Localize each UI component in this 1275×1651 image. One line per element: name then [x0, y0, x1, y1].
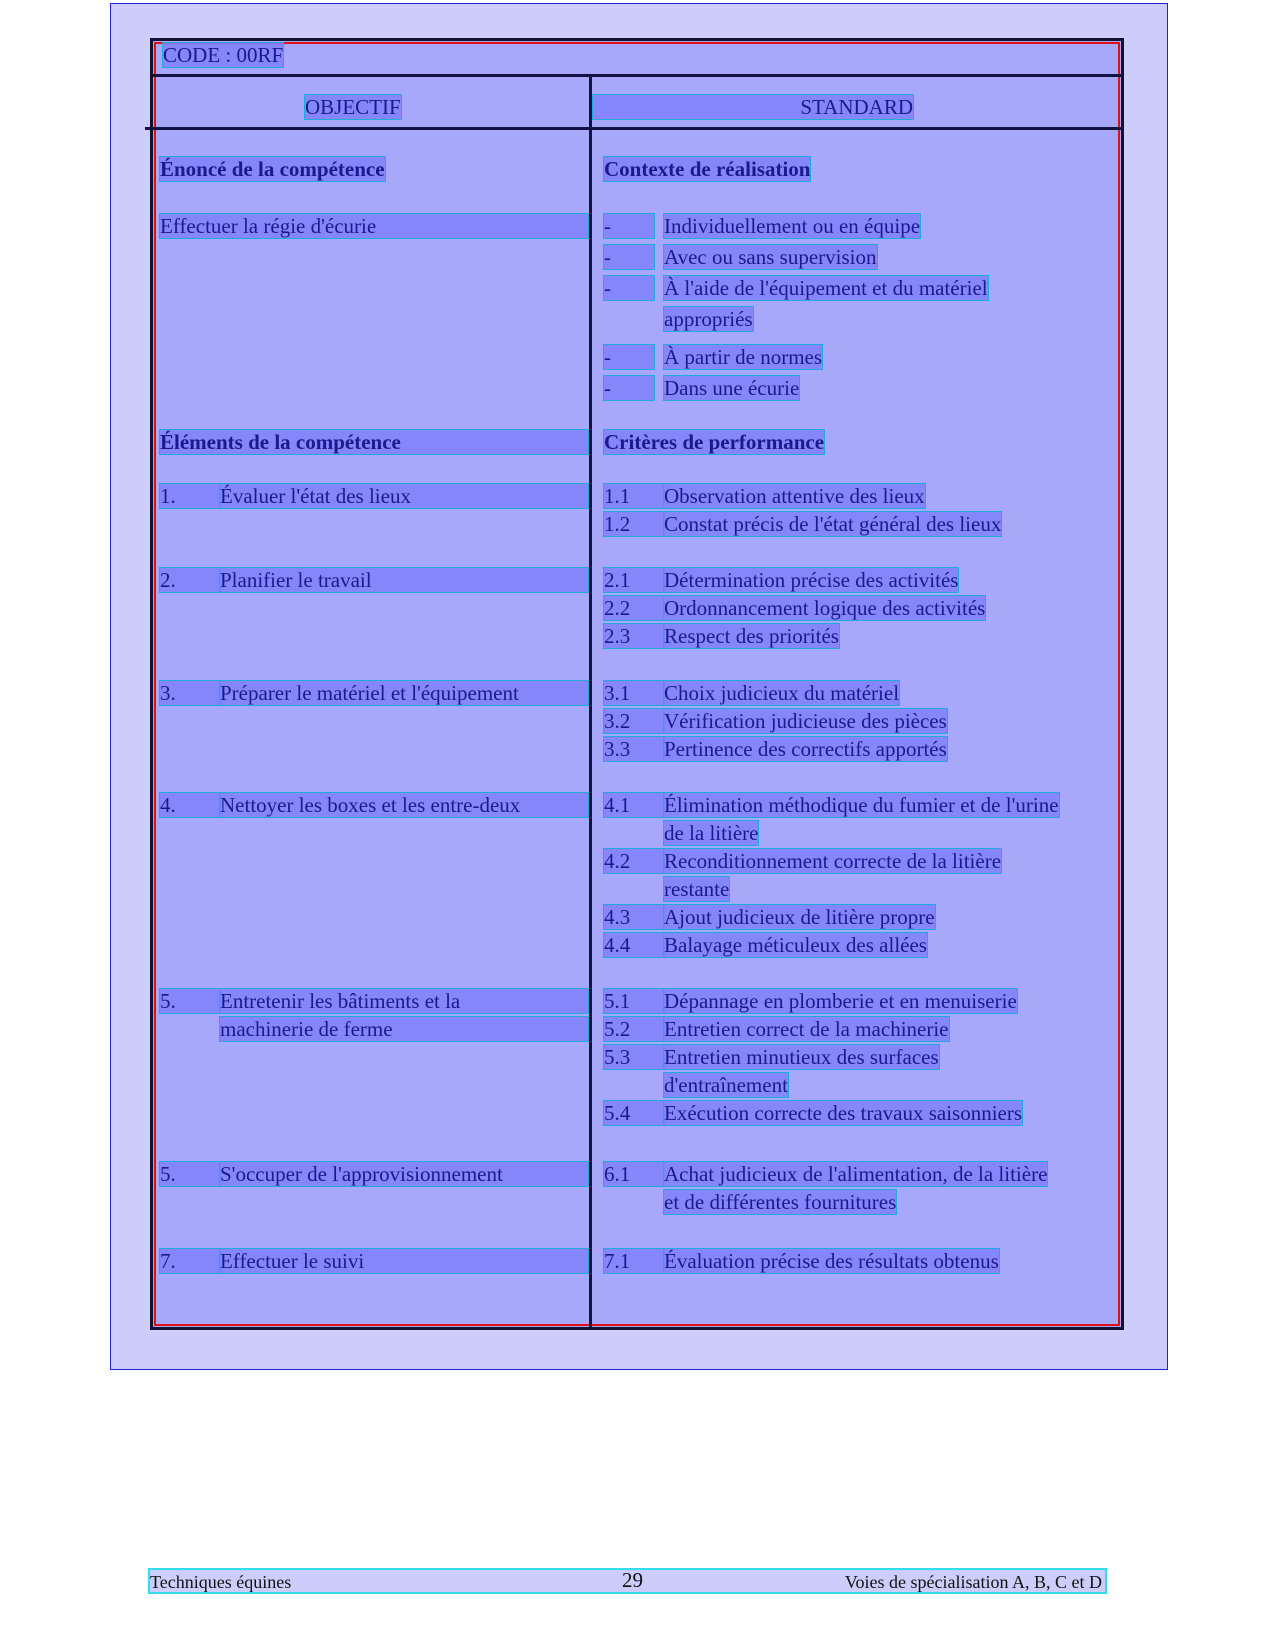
critere-text: Évaluation précise des résultats obtenus [664, 1249, 999, 1273]
critere-text: Balayage méticuleux des allées [664, 933, 927, 957]
critere-text: Détermination précise des activités [664, 568, 959, 592]
standard-header: STANDARD [593, 95, 913, 119]
element-text: Effectuer le suivi [220, 1249, 588, 1273]
element-text: Évaluer l'état des lieux [220, 484, 588, 508]
column-divider [589, 76, 592, 1327]
contexte-bullet: - [604, 276, 654, 300]
critere-text-cont: d'entraînement [664, 1073, 788, 1097]
contexte-bullet: - [604, 245, 654, 269]
critere-number: 7.1 [604, 1249, 664, 1273]
enonce-text: Effectuer la régie d'écurie [160, 214, 588, 238]
critere-text-cont: restante [664, 877, 730, 901]
element-number: 4. [160, 793, 220, 817]
footer-left: Techniques équines [150, 1572, 292, 1592]
critere-number: 5.3 [604, 1045, 664, 1069]
critere-number: 2.3 [604, 624, 664, 648]
critere-number: 2.1 [604, 568, 664, 592]
element-number: 2. [160, 568, 220, 592]
critere-number: 3.2 [604, 709, 664, 733]
critere-number: 4.1 [604, 793, 664, 817]
critere-text: Exécution correcte des travaux saisonniers [664, 1101, 1023, 1125]
objectif-header: OBJECTIF [305, 95, 401, 119]
element-number: 5. [160, 989, 220, 1013]
critere-text: Respect des priorités [664, 624, 839, 648]
critere-text-cont: de la litière [664, 821, 759, 845]
critere-number: 3.1 [604, 681, 664, 705]
critere-number: 3.3 [604, 737, 664, 761]
element-number: 5. [160, 1162, 220, 1186]
critere-number: 5.4 [604, 1101, 664, 1125]
critere-number: 4.4 [604, 933, 664, 957]
critere-number: 4.2 [604, 849, 664, 873]
critere-number: 4.3 [604, 905, 664, 929]
critere-text: Ordonnancement logique des activités [664, 596, 986, 620]
critere-text: Élimination méthodique du fumier et de l'urine [664, 793, 1059, 817]
element-number: 3. [160, 681, 220, 705]
critere-text: Constat précis de l'état général des lieux [664, 512, 1002, 536]
contexte-bullet: - [604, 345, 654, 369]
critere-number: 2.2 [604, 596, 664, 620]
element-text: Entretenir les bâtiments et la [220, 989, 588, 1013]
critere-number: 6.1 [604, 1162, 664, 1186]
contexte-item: Individuellement ou en équipe [664, 214, 921, 238]
critere-number: 1.2 [604, 512, 664, 536]
element-number: 1. [160, 484, 220, 508]
page-number: 29 [622, 1568, 643, 1592]
contexte-item: À partir de normes [664, 345, 823, 369]
contexte-item: À l'aide de l'équipement et du matériel [664, 276, 988, 300]
contexte-bullet: - [604, 376, 654, 400]
element-text: S'occuper de l'approvisionnement [220, 1162, 588, 1186]
footer-right: Voies de spécialisation A, B, C et D [844, 1572, 1102, 1592]
contexte-title: Contexte de réalisation [604, 157, 811, 181]
contexte-bullet: - [604, 214, 654, 238]
critere-text: Dépannage en plomberie et en menuiserie [664, 989, 1017, 1013]
contexte-item-cont: appropriés [664, 307, 753, 331]
contexte-item: Dans une écurie [664, 376, 800, 400]
enonce-title: Énoncé de la compétence [160, 157, 385, 181]
contexte-item: Avec ou sans supervision [664, 245, 877, 269]
code-label: CODE : 00RF [163, 43, 284, 67]
element-text-cont: machinerie de ferme [220, 1017, 588, 1041]
elements-title: Éléments de la compétence [160, 430, 588, 454]
element-number: 7. [160, 1249, 220, 1273]
critere-text: Pertinence des correctifs apportés [664, 737, 947, 761]
critere-number: 5.2 [604, 1017, 664, 1041]
element-text: Préparer le matériel et l'équipement [220, 681, 588, 705]
critere-text: Choix judicieux du matériel [664, 681, 900, 705]
element-text: Nettoyer les boxes et les entre-deux [220, 793, 588, 817]
header-bottom-rule [145, 127, 1121, 130]
critere-number: 1.1 [604, 484, 664, 508]
critere-text: Entretien correct de la machinerie [664, 1017, 949, 1041]
critere-text: Achat judicieux de l'alimentation, de la litière [664, 1162, 1048, 1186]
critere-text: Reconditionnement correcte de la litière [664, 849, 1002, 873]
header-top-rule [153, 74, 1121, 77]
criteres-title: Critères de performance [604, 430, 825, 454]
critere-text: Vérification judicieuse des pièces [664, 709, 947, 733]
critere-number: 5.1 [604, 989, 664, 1013]
critere-text: Observation attentive des lieux [664, 484, 925, 508]
element-text: Planifier le travail [220, 568, 588, 592]
critere-text: Ajout judicieux de litière propre [664, 905, 935, 929]
critere-text: Entretien minutieux des surfaces [664, 1045, 939, 1069]
critere-text-cont: et de différentes fournitures [664, 1190, 897, 1214]
